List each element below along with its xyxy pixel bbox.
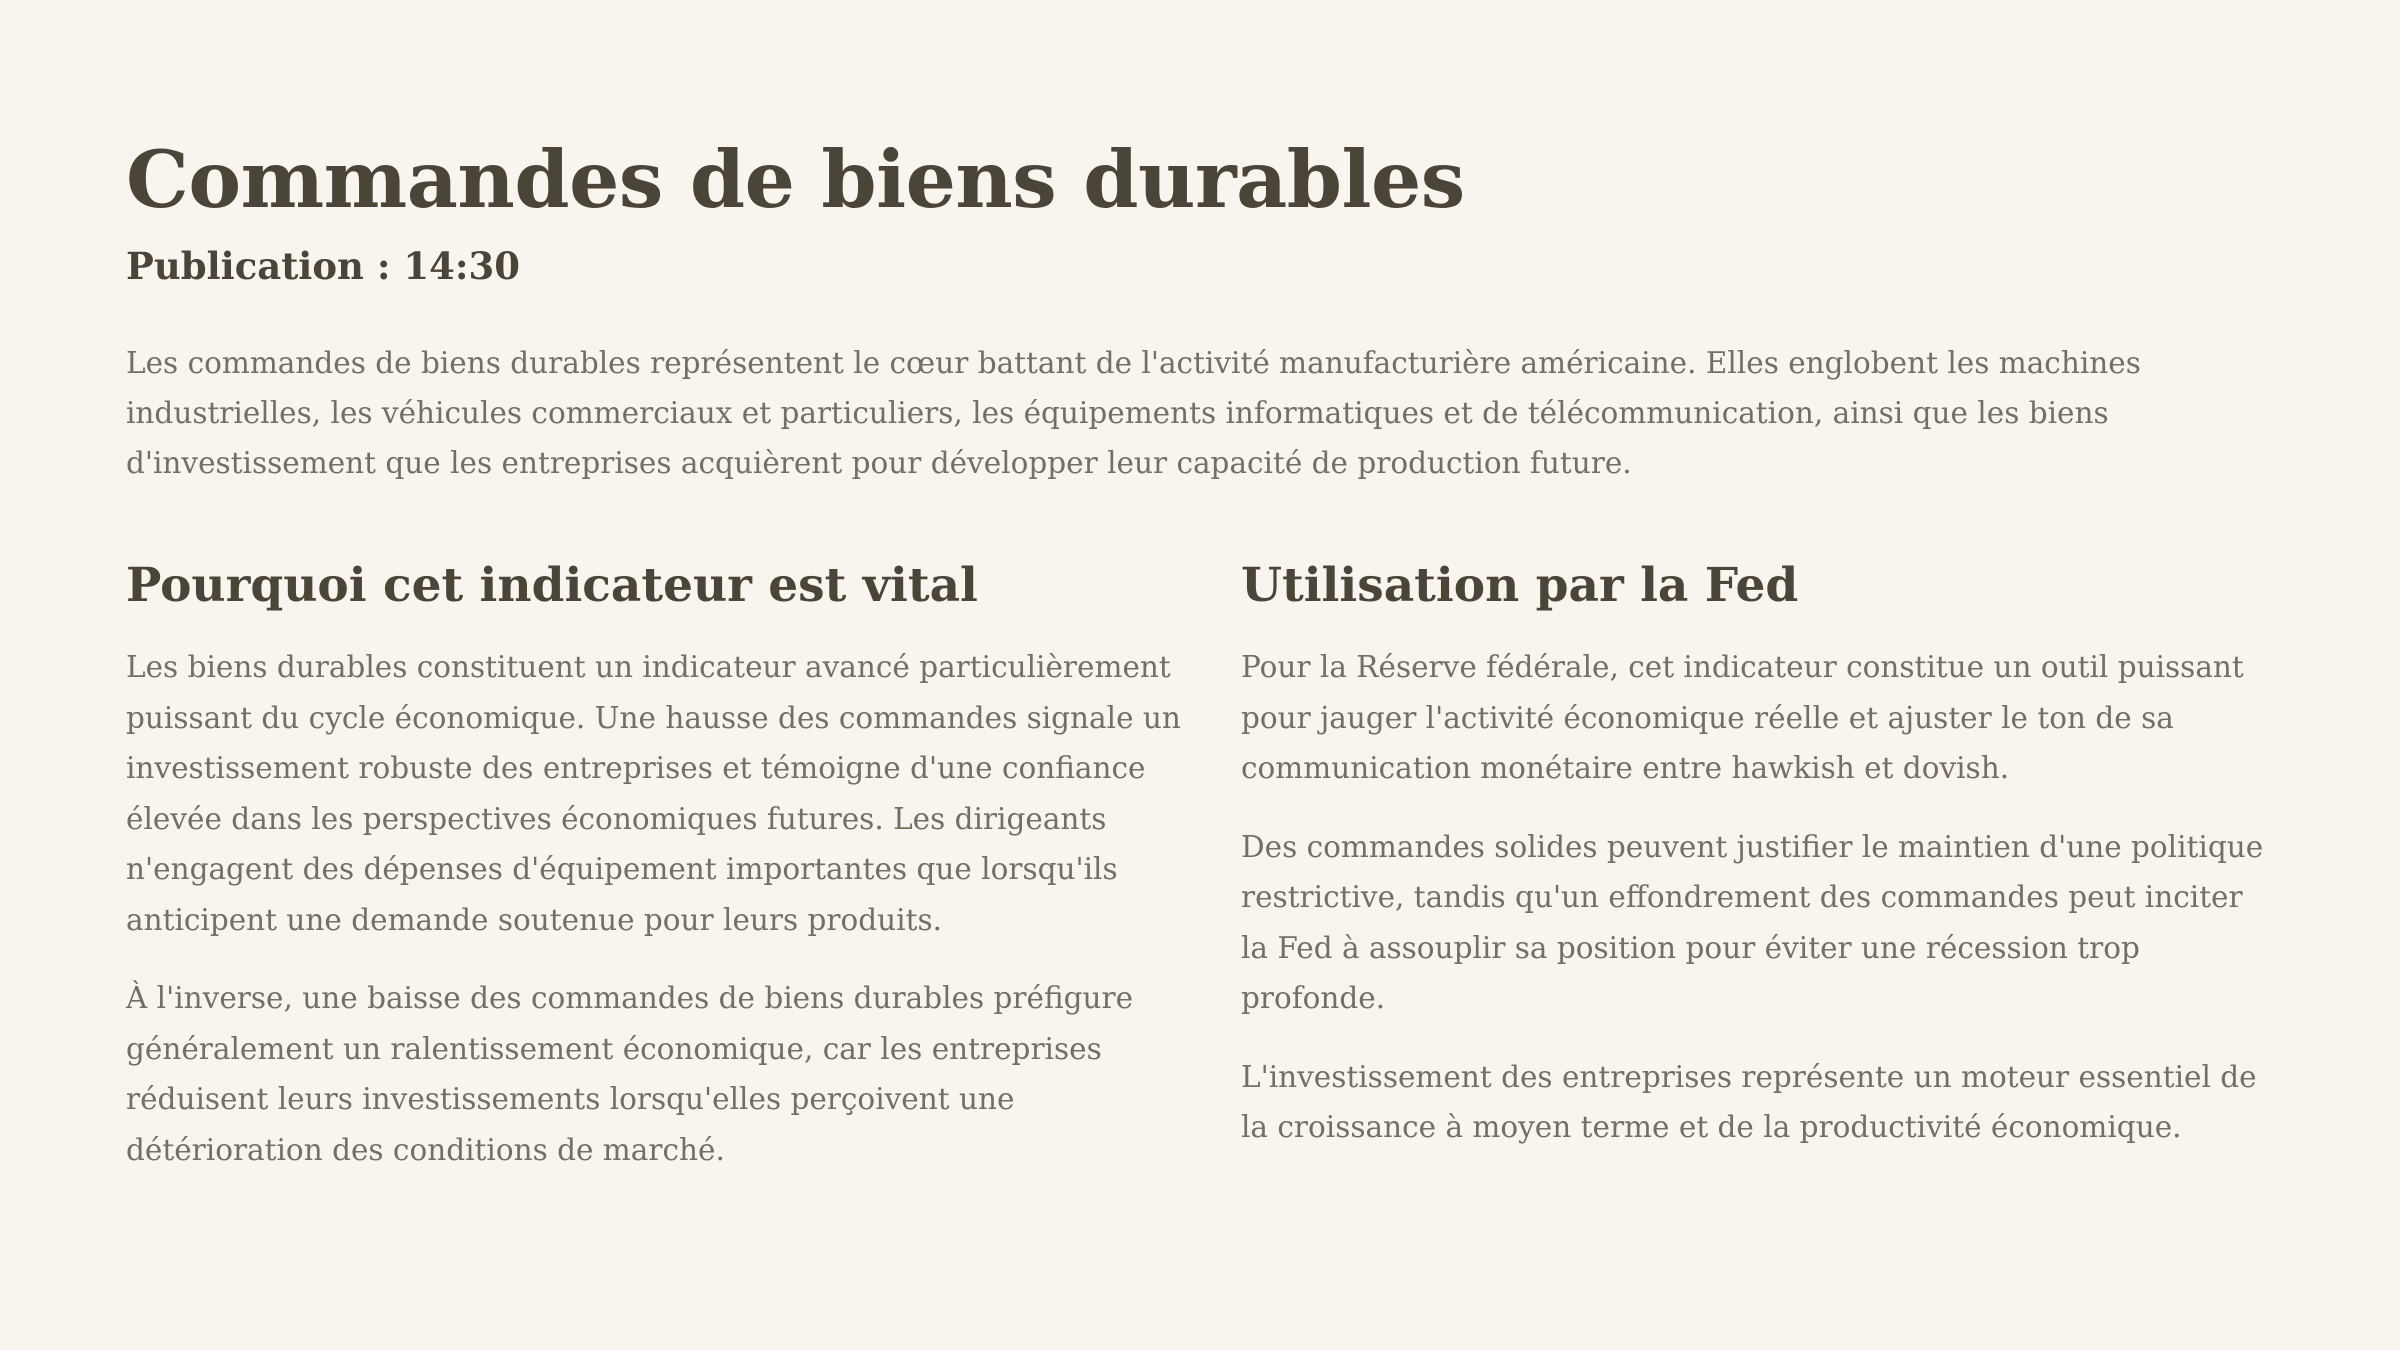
two-column-section xyxy=(126,556,2274,1175)
paragraph: À l'inverse, une baisse des commandes de biens durables préfigure généralement un ralentissement économique, car les entreprises réduisent leurs investissements lorsqu'elles perçoivent une détérioration des conditions de marché. xyxy=(126,981,1134,1167)
section-body-fed-usage xyxy=(1241,642,2274,1153)
publication-time: Publication : 14:30 xyxy=(126,244,520,288)
section-heading-why-vital: Pourquoi cet indicateur est vital xyxy=(126,558,978,613)
paragraph: Pour la Réserve fédérale, cet indicateur constitue un outil puissant pour jauger l'activité économique réelle et ajuster le ton de sa communication monétaire entre hawkish et dovish. xyxy=(1241,650,2244,785)
paragraph: Des commandes solides peuvent justifier le maintien d'une politique restrictive, tandis qu'un effondrement des commandes peut inciter la Fed à assouplir sa position pour éviter une récession trop profonde. xyxy=(1241,829,2264,1015)
intro-paragraph: Les commandes de biens durables représentent le cœur battant de l'activité manufacturière américaine. Elles englobent les machines industrielles, les véhicules commerciaux et particuliers, les équipements informatiques et de télécommunication, ainsi que les biens d'investissement que les entreprises acquièrent pour développer leur capacité de production future. xyxy=(126,346,2141,480)
column-fed-usage xyxy=(1241,556,2274,1175)
section-heading-fed-usage: Utilisation par la Fed xyxy=(1241,558,1799,613)
column-why-vital xyxy=(126,556,1186,1175)
paragraph: Les biens durables constituent un indicateur avancé particulièrement puissant du cycle économique. Une hausse des commandes signale un investissement robuste des entreprises et témoigne d'une confiance élevée dans les perspectives économiques futures. Les dirigeants n'engagent des dépenses d'équipement importantes que lorsqu'ils anticipent une demande soutenue pour leurs produits. xyxy=(126,650,1181,937)
page-title: Commandes de biens durables xyxy=(126,133,1465,226)
paragraph: L'investissement des entreprises représente un moteur essentiel de la croissance à moyen terme et de la productivité économique. xyxy=(1241,1059,2257,1144)
section-body-why-vital xyxy=(126,642,1186,1175)
